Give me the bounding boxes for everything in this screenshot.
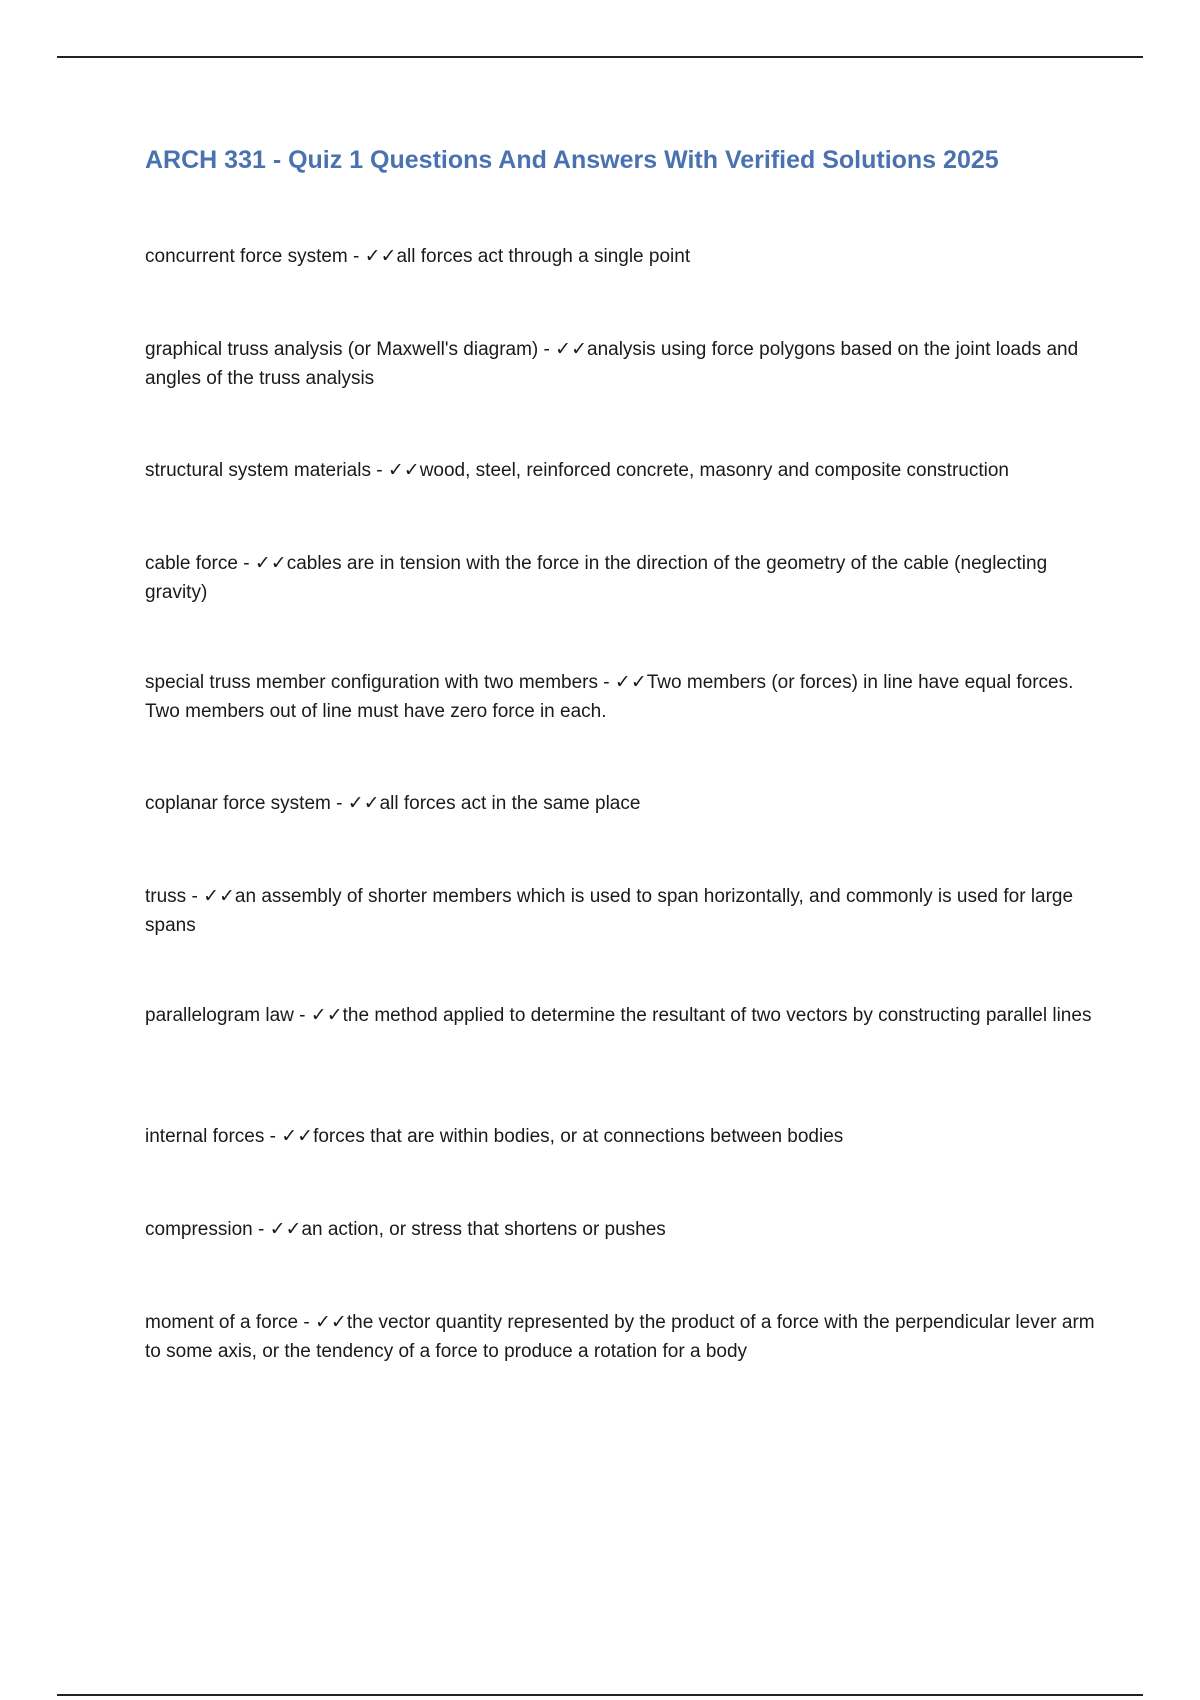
qa-entry-1: [145, 242, 1095, 271]
qa-entry-10: [145, 1215, 1095, 1244]
entry-definition: wood, steel, reinforced concrete, masonry and composite construction: [419, 460, 1009, 481]
entry-term: compression: [145, 1219, 253, 1240]
entry-term: parallelogram law: [145, 1005, 294, 1026]
entry-separator: -: [252, 1219, 270, 1240]
double-check-icon: ✓✓: [614, 671, 647, 693]
entry-separator: -: [264, 1126, 282, 1147]
double-check-icon: ✓✓: [315, 1311, 347, 1333]
bottom-divider: [57, 1694, 1143, 1696]
entry-definition: the method applied to determine the resultant of two vectors by constructing parallel lines: [342, 1005, 1092, 1026]
entry-definition: analysis using force polygons based on the joint loads and angles of the truss analysis: [145, 339, 1079, 389]
entry-term: coplanar force system: [145, 793, 331, 814]
qa-entry-8: [145, 1001, 1095, 1030]
double-check-icon: ✓✓: [555, 338, 587, 360]
double-check-icon: ✓✓: [281, 1125, 314, 1147]
qa-entry-2: [145, 335, 1095, 393]
entry-separator: -: [237, 553, 255, 574]
double-check-icon: ✓✓: [364, 245, 397, 267]
entry-term: moment of a force: [145, 1312, 299, 1333]
double-check-icon: ✓✓: [269, 1218, 302, 1240]
double-check-icon: ✓✓: [347, 792, 380, 814]
entry-definition: all forces act in the same place: [379, 793, 641, 814]
entry-definition: forces that are within bodies, or at connections between bodies: [313, 1126, 844, 1147]
entry-term: internal forces: [145, 1126, 265, 1147]
qa-entry-6: [145, 789, 1095, 818]
qa-entry-9: [145, 1122, 1095, 1151]
double-check-icon: ✓✓: [254, 552, 287, 574]
entry-separator: -: [347, 246, 365, 267]
entry-separator: -: [186, 886, 204, 907]
double-check-icon: ✓✓: [310, 1004, 343, 1026]
entry-definition: cables are in tension with the force in the direction of the geometry of the cable (neglecting gravity): [145, 553, 1048, 603]
entry-term: concurrent force system: [145, 246, 348, 267]
entry-term: cable force: [145, 553, 238, 574]
qa-entry-5: [145, 668, 1095, 726]
entry-definition: the vector quantity represented by the product of a force with the perpendicular lever arm to some axis, or the tendency of a force to produce a rotation for a body: [145, 1312, 1095, 1362]
double-check-icon: ✓✓: [203, 885, 235, 907]
qa-entry-7: [145, 882, 1095, 940]
entry-separator: -: [330, 793, 348, 814]
entry-term: graphical truss analysis (or Maxwell's diagram): [145, 339, 539, 360]
entry-term: truss: [145, 886, 187, 907]
entry-definition: all forces act through a single point: [396, 246, 691, 267]
entry-separator: -: [298, 1312, 316, 1333]
entry-term: special truss member configuration with two members: [145, 672, 599, 693]
qa-entry-11: [145, 1308, 1095, 1366]
entry-definition: Two members (or forces) in line have equal forces. Two members out of line must have zero force in each.: [145, 672, 1074, 722]
document-title: ARCH 331 - Quiz 1 Questions And Answers With Verified Solutions 2025: [145, 146, 999, 174]
entry-term: structural system materials: [145, 460, 371, 481]
qa-entry-3: [145, 456, 1095, 485]
entry-separator: -: [370, 460, 388, 481]
entry-separator: -: [598, 672, 615, 693]
entry-definition: an action, or stress that shortens or pushes: [301, 1219, 666, 1240]
entry-definition: an assembly of shorter members which is used to span horizontally, and commonly is used for large spans: [145, 886, 1074, 936]
qa-entry-4: [145, 549, 1095, 607]
entry-separator: -: [293, 1005, 311, 1026]
double-check-icon: ✓✓: [387, 459, 420, 481]
entry-separator: -: [538, 339, 556, 360]
top-divider: [57, 56, 1143, 58]
